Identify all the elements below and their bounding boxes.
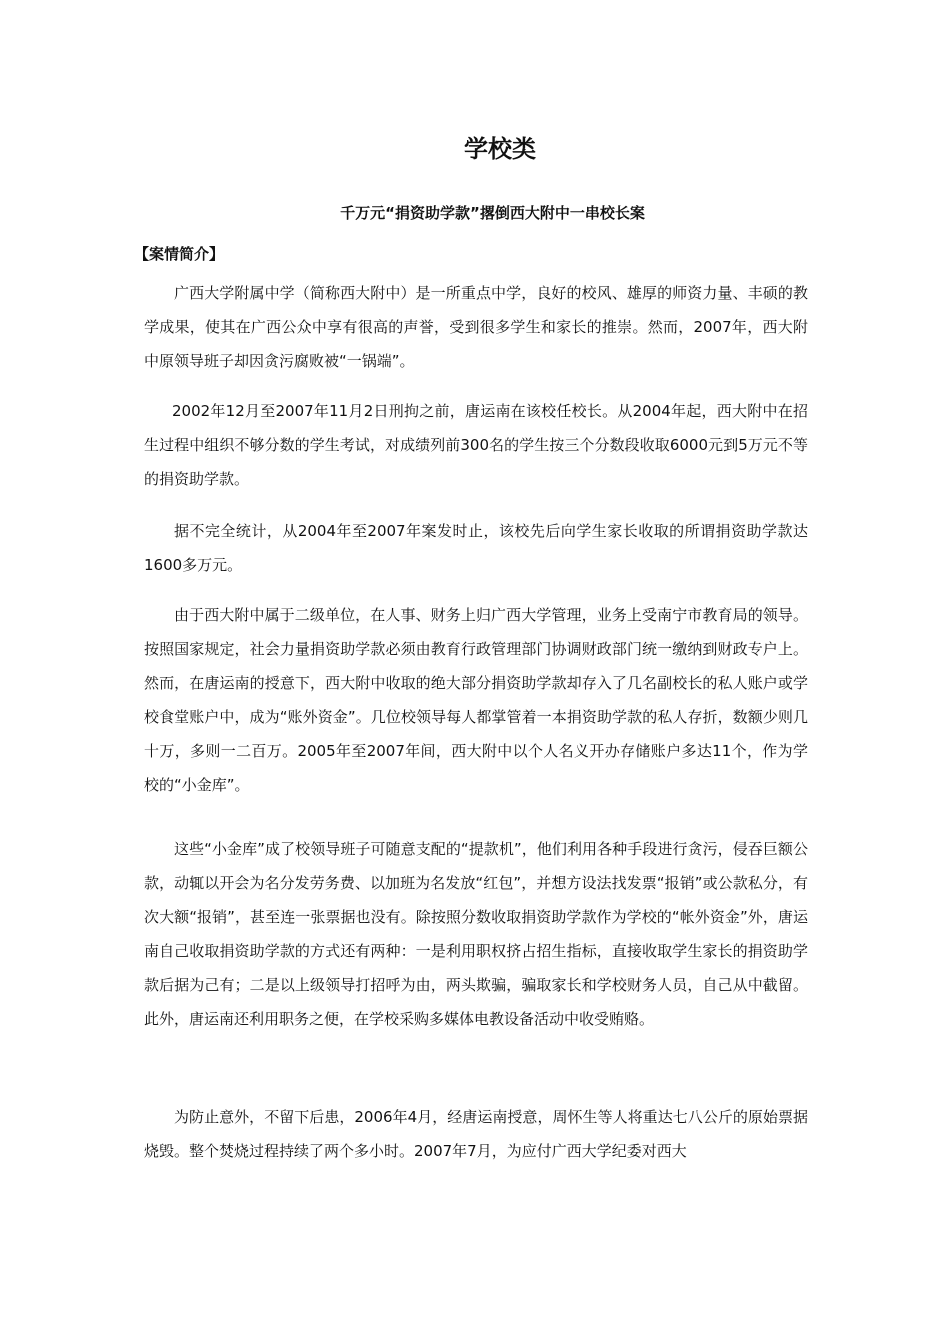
section-heading: 【案情简介】 [134, 245, 225, 263]
document-title: 学校类 [464, 135, 536, 163]
paragraph-accounts: 由于西大附中属于二级单位，在人事、财务上归广西大学管理，业务上受南宁市教育局的领导。按照国家规定，社会力量捐资助学款必须由教育行政管理部门协调财政部门统一缴纳到财政专户上。然而，在唐运南的授意下，西大附中收取的绝大部分捐资助学款却存入了几名副校长的私人账户或学校食堂账户中，成为“账外资金”。几位校领导每人都掌管着一本捐资助学款的私人存折，数额少则几十万，多则一二百万。2005年至2007年间，西大附中以个人名义开办存储账户多达11个，作为学校的“小金库”。 [144, 606, 808, 794]
case-title: 千万元“捐资助学款”撂倒西大附中一串校长案 [340, 204, 645, 222]
paragraph-burning: 为防止意外，不留下后患，2006年4月，经唐运南授意，周怀生等人将重达七八公斤的原始票据烧毁。整个焚烧过程持续了两个多小时。2007年7月，为应付广西大学纪委对西大 [144, 1108, 808, 1160]
paragraph-slush-fund: 这些“小金库”成了校领导班子可随意支配的“提款机”，他们利用各种手段进行贪污，侵吞巨额公款，动辄以开会为名分发劳务费、以加班为名发放“红包”，并想方设法找发票“报销”或公款私分，有次大额“报销”，甚至连一张票据也没有。除按照分数收取捐资助学款作为学校的“帐外资金”外，唐运南自己收取捐资助学款的方式还有两种：一是利用职权挤占招生指标，直接收取学生家长的捐资助学款后据为己有；二是以上级领导打招呼为由，两头欺骗，骗取家长和学校财务人员，自己从中截留。此外，唐运南还利用职务之便，在学校采购多媒体电教设备活动中收受贿赂。 [144, 840, 808, 1028]
paragraph-intro: 广西大学附属中学（简称西大附中）是一所重点中学，良好的校风、雄厚的师资力量、丰硕的教学成果，使其在广西公众中享有很高的声誉，受到很多学生和家长的推崇。然而，2007年，西大附中原领导班子却因贪污腐败被“一锅端”。 [144, 284, 808, 370]
paragraph-principal: 2002年12月至2007年11月2日刑拘之前，唐运南在该校任校长。从2004年起，西大附中在招生过程中组织不够分数的学生考试，对成绩列前300名的学生按三个分数段收取6000元到5万元不等的捐资助学款。 [144, 402, 808, 488]
paragraph-statistics: 据不完全统计，从2004年至2007年案发时止，该校先后向学生家长收取的所谓捐资助学款达1600多万元。 [144, 522, 808, 574]
